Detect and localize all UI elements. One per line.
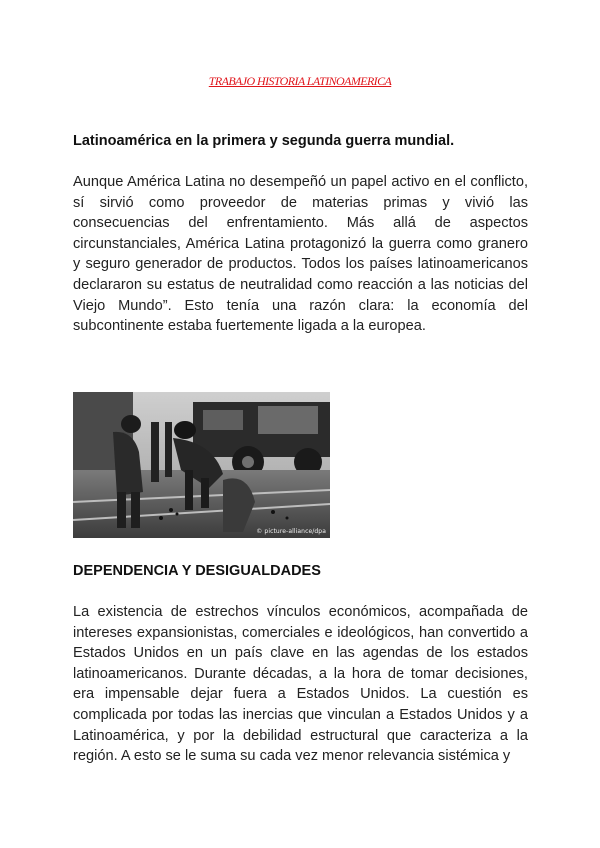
historical-photo (73, 392, 330, 538)
document-title: TRABAJO HISTORIA LATINOAMERICA (208, 74, 392, 88)
photo-illustration (73, 392, 330, 538)
section-heading-wars: Latinoamérica en la primera y segunda guerra mundial. (73, 133, 455, 149)
paragraph-dependency: La existencia de estrechos vínculos económicos, acompañada de intereses expansionistas, comerciales e ideológicos, han convertido a Estados Unidos en un país clave en las agendas de los estados latinoamericanos. Durante décadas, a la hora de tomar decisiones, era impensable dejar fuera a Estados Unidos. La cuestión es complicada por todas las inercias que vinculan a Estados Unidos y a Latinoamérica, y por la debilidad estructural que caracteriza a la región. A esto se le suma su cada vez menor relevancia sistémica y (73, 604, 528, 765)
photo-credit: © picture-alliance/dpa (256, 528, 326, 535)
paragraph-wars: Aunque América Latina no desempeñó un papel activo en el conflicto, sí sirvió como proveedor de materias primas y vivió las consecuencias del enfrentamiento. Más allá de aspectos circunstanciales, América Latina protagonizó la guerra como granero y seguro generador de productos. Todos los países latinoamericanos declararon su estatus de neutralidad como reacción a las noticias del Viejo Mundo”. Esto tenía una razón clara: la economía del subcontinente estaba fuertemente ligada a la europea. (73, 174, 528, 335)
section-heading-dependency: DEPENDENCIA Y DESIGUALDADES (73, 563, 321, 579)
